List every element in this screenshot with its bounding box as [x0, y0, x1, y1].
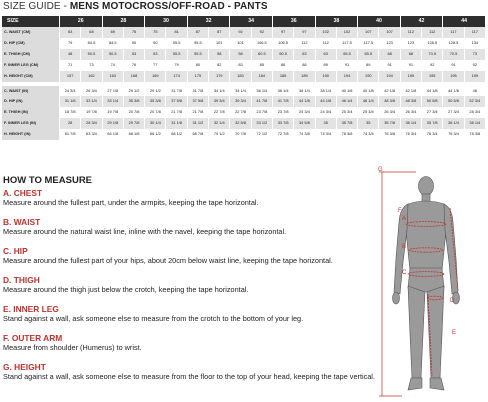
table-row — [2, 86, 486, 97]
table-cell: 25 3/4 — [358, 107, 379, 118]
table-row — [2, 38, 486, 49]
table-cell: 40 1/8 — [337, 86, 358, 97]
table-cell: 42 1/8 — [379, 86, 400, 97]
table-cell: 80 — [188, 60, 209, 71]
table-cell: 21 7/8 — [166, 107, 187, 118]
table-cell: 35 — [358, 118, 379, 129]
table-cell: 87 — [188, 27, 209, 38]
label-d: D — [450, 298, 455, 304]
left-hand — [393, 292, 400, 304]
table-cell: 86 — [273, 60, 294, 71]
measure-section — [3, 217, 373, 236]
table-cell: 107 — [358, 27, 379, 38]
table-cell: 36 1/4 — [465, 118, 486, 129]
measure-text: Stand against a wall, ask someone else to measure from the crotch to the bottom of your leg. — [3, 314, 304, 323]
table-row — [2, 27, 486, 38]
label-f: F — [398, 208, 402, 214]
torso — [406, 201, 446, 270]
table-cell: 168 — [124, 71, 145, 82]
row-label: D. HIP (CM) — [2, 38, 60, 49]
table-cell: 128.5 — [422, 38, 443, 49]
table-cell: 28 — [60, 118, 81, 129]
size-header-cell: 40 — [358, 16, 401, 27]
table-cell: 85 — [252, 60, 273, 71]
measure-heading: A. CHEST — [3, 188, 43, 198]
table-cell: 89 — [316, 60, 337, 71]
table-cell: 76 — [124, 60, 145, 71]
table-cell: 31 1/2 — [188, 118, 209, 129]
left-leg — [408, 286, 425, 378]
table-cell: 48 — [60, 49, 81, 60]
size-header-cell: 30 — [145, 16, 188, 27]
table-cell: 41 7/8 — [252, 96, 273, 107]
table-cell: 87 — [209, 27, 230, 38]
table-cell: 82 — [209, 60, 230, 71]
measure-text: Measure around the fullest part, under the armpits, keeping the tape horizontal. — [3, 198, 259, 207]
table-cell: 70 7/8 — [230, 129, 251, 140]
table-cell: 89 — [358, 60, 379, 71]
table-cell: 112 — [401, 27, 422, 38]
table-row — [2, 49, 486, 60]
table-cell: 35 7/8 — [379, 118, 400, 129]
table-cell: 33 1/2 — [252, 118, 273, 129]
table-cell: 74 3/8 — [294, 129, 315, 140]
row-label: H. HEIGHT (CM) — [2, 71, 60, 82]
table-cell: 69 — [103, 27, 124, 38]
table-row — [2, 96, 486, 107]
table-cell: 84.5 — [103, 38, 124, 49]
table-cell: 41 7/8 — [273, 96, 294, 107]
table-cell: 50 5/8 — [443, 96, 464, 107]
table-cell: 95.5 — [166, 38, 187, 49]
size-header-label: SIZE — [2, 16, 60, 27]
table-cell: 42 1/8 — [401, 86, 422, 97]
table-cell: 55.5 — [166, 49, 187, 60]
measure-section — [3, 246, 373, 265]
measure-section — [3, 333, 373, 352]
label-g: G — [378, 167, 383, 173]
table-cell: 92 — [252, 27, 273, 38]
table-cell: 53 — [145, 49, 166, 60]
table-cell: 66 1/2 — [145, 129, 166, 140]
table-row — [2, 107, 486, 118]
table-cell: 44 1/8 — [443, 86, 464, 97]
table-cell: 58 — [209, 49, 230, 60]
table-cell: 101 — [230, 38, 251, 49]
table-cell: 28 3/4 — [81, 118, 102, 129]
table-cell: 180 — [230, 71, 251, 82]
table-cell: 70 1/2 — [209, 129, 230, 140]
table-row — [2, 71, 486, 82]
table-cell: 24 3/4 — [60, 86, 81, 97]
table-cell: 37 5/8 — [166, 96, 187, 107]
body-silhouette — [393, 177, 460, 391]
table-cell: 75 — [124, 27, 145, 38]
table-cell: 46 1/4 — [337, 96, 358, 107]
body-figure-svg — [372, 164, 484, 400]
table-cell: 18 7/8 — [60, 107, 81, 118]
table-cell: 68 — [401, 49, 422, 60]
title-main: MENS MOTOCROSS/OFF-ROAD - PANTS — [69, 1, 268, 12]
table-cell: 26 3/4 — [401, 107, 422, 118]
table-cell: 44 1/8 — [294, 96, 315, 107]
size-header-cell: 32 — [188, 16, 231, 27]
table-cell: 50.5 — [103, 49, 124, 60]
table-cell: 32 5/8 — [230, 118, 251, 129]
table-row — [2, 118, 486, 129]
table-cell: 106.5 — [252, 38, 273, 49]
how-to-measure-title: HOW TO MEASURE — [3, 175, 93, 186]
measure-heading: C. HIP — [3, 246, 28, 256]
table-cell: 44 1/8 — [316, 96, 337, 107]
label-a: A — [402, 216, 407, 222]
table-cell: 24 3/4 — [316, 107, 337, 118]
table-cell: 39 3/4 — [230, 96, 251, 107]
table-cell: 195 — [443, 71, 464, 82]
table-cell: 174 — [166, 71, 187, 82]
table-cell: 76 3/8 — [379, 129, 400, 140]
table-cell: 34 5/8 — [294, 118, 315, 129]
table-cell: 48 3/8 — [401, 96, 422, 107]
table-cell: 189 — [294, 71, 315, 82]
table-cell: 190 — [316, 71, 337, 82]
table-cell: 117 — [443, 27, 464, 38]
table-cell: 72 1/2 — [252, 129, 273, 140]
table-cell: 74 3/4 — [316, 129, 337, 140]
table-cell: 27 1/8 — [103, 86, 124, 97]
table-cell: 112 — [294, 38, 315, 49]
table-cell: 29 1/2 — [145, 86, 166, 97]
table-cell: 19 7/8 — [81, 107, 102, 118]
table-cell: 23 7/8 — [273, 107, 294, 118]
table-cell: 195 — [422, 71, 443, 82]
table-cell: 66 1/8 — [124, 129, 145, 140]
table-cell: 84.5 — [81, 38, 102, 49]
label-e: E — [452, 330, 457, 336]
table-cell: 50.5 — [81, 49, 102, 60]
table-cell: 36 1/4 — [401, 118, 422, 129]
size-header-cell: 28 — [103, 16, 146, 27]
table-cell: 70.5 — [422, 49, 443, 60]
table-cell: 27 3/4 — [422, 107, 443, 118]
table-cell: 83 — [230, 60, 251, 71]
table-cell: 37 5/8 — [188, 96, 209, 107]
row-label: D. HIP (IN) — [2, 96, 60, 107]
table-cell: 68 7/8 — [188, 129, 209, 140]
table-cell: 26 3/4 — [379, 107, 400, 118]
table-cell: 63 3/4 — [81, 129, 102, 140]
table-cell: 134 — [465, 38, 486, 49]
table-cell: 33 7/8 — [273, 118, 294, 129]
table-cell: 179 — [209, 71, 230, 82]
table-cell: 185 — [273, 71, 294, 82]
measure-heading: F. OUTER ARM — [3, 333, 63, 343]
table-cell: 91 — [401, 60, 422, 71]
table-cell: 65.5 — [337, 49, 358, 60]
table-cell: 35 — [316, 118, 337, 129]
size-table — [2, 16, 486, 140]
table-cell: 22 7/8 — [230, 107, 251, 118]
measure-heading: B. WAIST — [3, 217, 41, 227]
table-cell: 157 — [60, 71, 81, 82]
table-cell: 28 3/4 — [465, 107, 486, 118]
table-cell: 33 1/4 — [103, 96, 124, 107]
table-cell: 29 1/8 — [103, 118, 124, 129]
label-c: C — [402, 270, 407, 276]
table-cell: 22 7/8 — [209, 107, 230, 118]
table-cell: 35 3/8 — [124, 96, 145, 107]
table-cell: 39 3/4 — [209, 96, 230, 107]
table-cell: 35 7/8 — [337, 118, 358, 129]
table-cell: 63 — [294, 49, 315, 60]
measure-text: Measure around the natural waist line, inline with the navel, keeping the tape horizontal. — [3, 227, 287, 236]
table-cell: 117.5 — [337, 38, 358, 49]
table-cell: 175 — [188, 71, 209, 82]
table-row — [2, 60, 486, 71]
table-cell: 35 7/8 — [422, 118, 443, 129]
table-cell: 50 5/8 — [422, 96, 443, 107]
table-cell: 107 — [379, 27, 400, 38]
measure-heading: G. HEIGHT — [3, 362, 46, 372]
body-figure — [372, 164, 484, 400]
table-cell: 24 3/4 — [294, 107, 315, 118]
row-label: C. WAIST (IN) — [2, 86, 60, 97]
measure-section — [3, 362, 373, 381]
table-cell: 92 — [422, 60, 443, 71]
page-title — [3, 1, 268, 12]
table-cell: 169 — [145, 71, 166, 82]
table-cell: 68 — [379, 49, 400, 60]
table-cell: 195 — [401, 71, 422, 82]
table-cell: 90 — [124, 38, 145, 49]
table-cell: 34 1/4 — [209, 86, 230, 97]
table-cell: 31 1/8 — [166, 118, 187, 129]
table-cell: 34 1/4 — [230, 86, 251, 97]
table-cell: 72 7/8 — [273, 129, 294, 140]
measure-section — [3, 188, 373, 207]
table-cell: 76 3/4 — [422, 129, 443, 140]
table-cell: 63 — [60, 27, 81, 38]
table-cell: 71 — [60, 60, 81, 71]
table-cell: 112 — [316, 38, 337, 49]
table-cell: 91 — [337, 60, 358, 71]
size-header-cell: 42 — [401, 16, 444, 27]
table-cell: 29 7/8 — [124, 118, 145, 129]
table-cell: 61 7/8 — [60, 129, 81, 140]
table-cell: 95.5 — [188, 38, 209, 49]
table-cell: 55.5 — [188, 49, 209, 60]
table-cell: 19 7/8 — [103, 107, 124, 118]
table-cell: 21 7/8 — [188, 107, 209, 118]
table-cell: 30 1/4 — [145, 118, 166, 129]
table-cell: 194 — [379, 71, 400, 82]
table-cell: 33 1/4 — [81, 96, 102, 107]
table-cell: 52 3/4 — [465, 96, 486, 107]
table-cell: 74 — [103, 60, 124, 71]
table-cell: 53 — [124, 49, 145, 60]
table-cell: 63 — [316, 49, 337, 60]
table-cell: 32 1/4 — [209, 118, 230, 129]
size-header-cell: 34 — [230, 16, 273, 27]
table-cell: 194 — [337, 71, 358, 82]
table-cell: 106.5 — [273, 38, 294, 49]
table-cell: 76 3/4 — [443, 129, 464, 140]
table-cell: 64 1/8 — [103, 129, 124, 140]
measure-section — [3, 304, 373, 323]
table-cell: 40 1/8 — [358, 86, 379, 97]
table-cell: 36 1/4 — [443, 118, 464, 129]
row-label: H. HEIGHT (IN) — [2, 129, 60, 140]
table-cell: 20 7/8 — [124, 107, 145, 118]
table-cell: 38 1/4 — [316, 86, 337, 97]
table-cell: 36 1/4 — [273, 86, 294, 97]
table-cell: 199 — [465, 71, 486, 82]
table-cell: 92 — [230, 27, 251, 38]
table-cell: 38 1/4 — [294, 86, 315, 97]
label-b: B — [402, 244, 407, 250]
table-cell: 46 — [465, 86, 486, 97]
table-cell: 68 1/2 — [166, 129, 187, 140]
table-cell: 123 — [379, 38, 400, 49]
table-cell: 88 — [294, 60, 315, 71]
measure-text: Measure around the fullest part of your hips, about 20cm below waist line, keeping the tape horizontal. — [3, 256, 333, 265]
table-cell: 31 7/8 — [188, 86, 209, 97]
measure-heading: D. THIGH — [3, 275, 40, 285]
table-cell: 20 7/8 — [145, 107, 166, 118]
table-cell: 26 3/4 — [81, 86, 102, 97]
table-cell: 60.5 — [273, 49, 294, 60]
table-cell: 78 3/8 — [465, 129, 486, 140]
table-cell: 23 7/8 — [252, 107, 273, 118]
table-cell: 31 7/8 — [166, 86, 187, 97]
table-cell: 91 — [443, 60, 464, 71]
table-cell: 123 — [401, 38, 422, 49]
row-label: E. THIGH (CM) — [2, 49, 60, 60]
table-cell: 68 — [81, 27, 102, 38]
table-cell: 48 3/8 — [379, 96, 400, 107]
table-cell: 77 — [145, 60, 166, 71]
table-cell: 36 1/4 — [252, 86, 273, 97]
table-cell: 190 — [358, 71, 379, 82]
table-cell: 117 — [465, 27, 486, 38]
table-cell: 91 — [379, 60, 400, 71]
table-cell: 60.5 — [252, 49, 273, 60]
title-prefix: SIZE GUIDE - — [3, 1, 70, 12]
table-cell: 97 — [294, 27, 315, 38]
table-cell: 79 — [60, 38, 81, 49]
table-cell: 29 1/2 — [124, 86, 145, 97]
size-header-cell: 44 — [443, 16, 486, 27]
table-cell: 101 — [209, 38, 230, 49]
table-cell: 70.5 — [443, 49, 464, 60]
table-cell: 76 3/4 — [401, 129, 422, 140]
table-row — [2, 129, 486, 140]
measure-text: Measure from shoulder (Humerus) to wrist. — [3, 343, 142, 352]
table-cell: 65.5 — [358, 49, 379, 60]
row-label: C. WAIST (CM) — [2, 27, 60, 38]
table-cell: 46 1/4 — [358, 96, 379, 107]
measure-text: Measure around the thigh just below the crotch, keeping the tape horizontal. — [3, 285, 249, 294]
table-cell: 74 3/4 — [358, 129, 379, 140]
table-cell: 58 — [230, 49, 251, 60]
table-cell: 128.5 — [443, 38, 464, 49]
size-header-cell: 38 — [316, 16, 359, 27]
table-cell: 90 — [145, 38, 166, 49]
table-cell: 162 — [81, 71, 102, 82]
table-cell: 184 — [252, 71, 273, 82]
size-header-cell: 36 — [273, 16, 316, 27]
measure-section — [3, 275, 373, 294]
table-cell: 117.5 — [358, 38, 379, 49]
measure-heading: E. INNER LEG — [3, 304, 59, 314]
left-foot — [408, 378, 422, 390]
table-cell: 97 — [273, 27, 294, 38]
head — [419, 177, 434, 196]
table-cell: 25 3/4 — [337, 107, 358, 118]
table-cell: 112 — [422, 27, 443, 38]
table-cell: 163 — [103, 71, 124, 82]
measure-text: Stand against a wall, ask someone else to measure from the floor to the top of your head, keeping the tape vertical. — [3, 372, 375, 381]
table-cell: 92 — [465, 60, 486, 71]
table-cell: 75 — [145, 27, 166, 38]
table-cell: 27 3/4 — [443, 107, 464, 118]
table-cell: 79 — [166, 60, 187, 71]
table-cell: 35 3/8 — [145, 96, 166, 107]
row-label: F. INNER LEG (CM) — [2, 60, 60, 71]
table-cell: 102 — [316, 27, 337, 38]
row-label: E. THIGH (IN) — [2, 107, 60, 118]
table-cell: 81 — [166, 27, 187, 38]
row-label: F. INNER LEG (IN) — [2, 118, 60, 129]
table-cell: 31 1/8 — [60, 96, 81, 107]
right-foot — [430, 378, 444, 390]
table-cell: 76 3/8 — [337, 129, 358, 140]
size-header-cell: 26 — [60, 16, 103, 27]
table-cell: 44 1/8 — [422, 86, 443, 97]
table-cell: 73 — [81, 60, 102, 71]
table-cell: 102 — [337, 27, 358, 38]
table-cell: 73 — [465, 49, 486, 60]
